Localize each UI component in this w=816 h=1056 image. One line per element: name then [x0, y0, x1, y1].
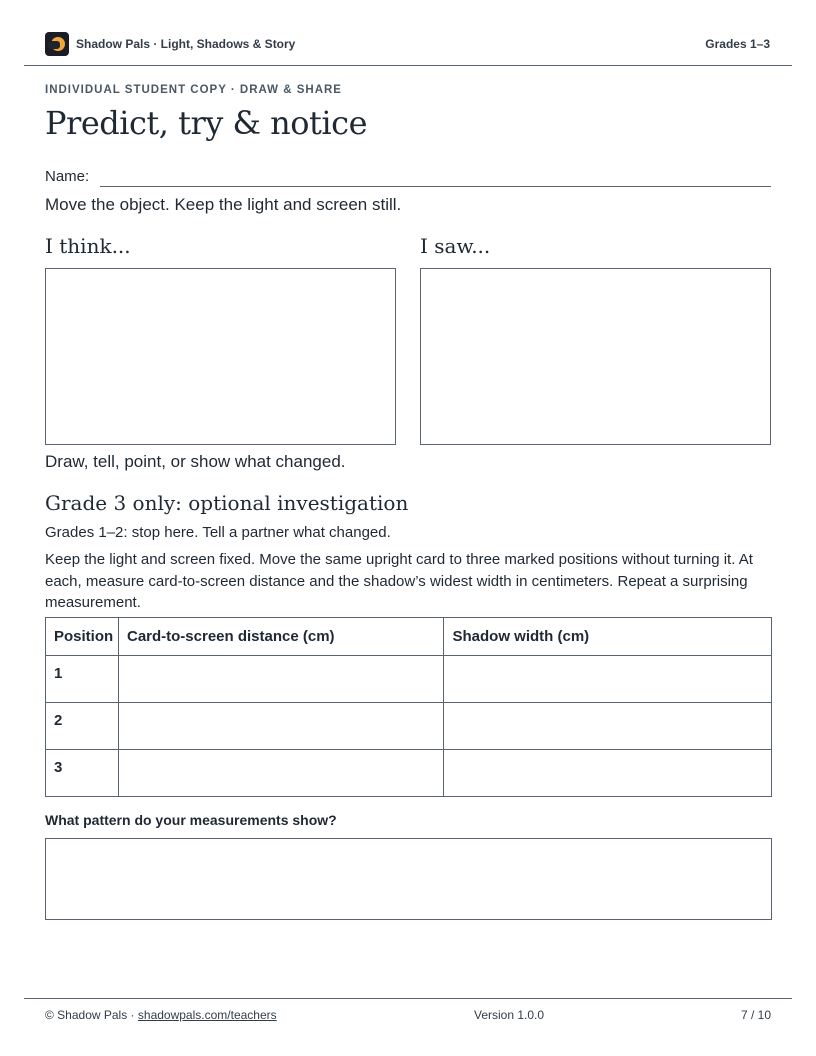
- investigation-instructions: Keep the light and screen fixed. Move the same upright card to three marked positions without turning it. At each, measure card-to-screen distance and the shadow’s widest width in centimeters. Repeat a surprising measurement.: [45, 551, 753, 611]
- footer-copyright: [45, 1008, 277, 1022]
- i-saw-heading: I saw...: [420, 234, 491, 258]
- shadow-puppet-logo-icon: [45, 32, 69, 56]
- instruction-text: Move the object. Keep the light and screen still.: [45, 195, 402, 214]
- table-header-row: [46, 618, 772, 656]
- width-cell[interactable]: [444, 750, 772, 797]
- position-cell: 3: [46, 750, 119, 797]
- header-title: Shadow Pals · Light, Shadows & Story: [76, 37, 296, 51]
- position-cell: 2: [46, 703, 119, 750]
- table-row: [46, 750, 772, 797]
- width-cell[interactable]: [444, 656, 772, 703]
- page-header: [24, 28, 792, 66]
- distance-cell[interactable]: [118, 656, 444, 703]
- footer-divider: [24, 998, 792, 999]
- draw-hint: Draw, tell, point, or show what changed.: [45, 452, 346, 471]
- width-cell[interactable]: [444, 703, 772, 750]
- teachers-link[interactable]: shadowpals.com/teachers: [137, 1008, 277, 1022]
- page-number: 7 / 10: [740, 1008, 771, 1022]
- footer-version: Version 1.0.0: [474, 1008, 545, 1022]
- column-header-width: Shadow width (cm): [444, 618, 772, 656]
- table-row: [46, 703, 772, 750]
- name-field[interactable]: [100, 186, 771, 187]
- kicker-label: INDIVIDUAL STUDENT COPY · DRAW & SHARE: [45, 84, 342, 96]
- name-label: Name:: [45, 168, 90, 185]
- distance-cell[interactable]: [118, 750, 444, 797]
- copyright-text: © Shadow Pals ·: [45, 1008, 138, 1022]
- position-cell: 1: [46, 656, 119, 703]
- pattern-answer-box[interactable]: [45, 838, 772, 920]
- i-think-heading: I think...: [45, 234, 131, 258]
- table-row: [46, 656, 772, 703]
- page-title: Predict, try & notice: [45, 104, 367, 142]
- header-grades: Grades 1–3: [705, 37, 770, 51]
- i-think-drawing-box[interactable]: [45, 268, 396, 445]
- column-header-position: Position: [46, 618, 119, 656]
- distance-cell[interactable]: [118, 703, 444, 750]
- column-header-distance: Card-to-screen distance (cm): [118, 618, 444, 656]
- pattern-question: What pattern do your measurements show?: [45, 812, 337, 828]
- stop-note: Grades 1–2: stop here. Tell a partner what changed.: [45, 524, 391, 541]
- measurement-table: [45, 617, 772, 797]
- optional-section-heading: Grade 3 only: optional investigation: [45, 491, 409, 515]
- i-saw-drawing-box[interactable]: [420, 268, 771, 445]
